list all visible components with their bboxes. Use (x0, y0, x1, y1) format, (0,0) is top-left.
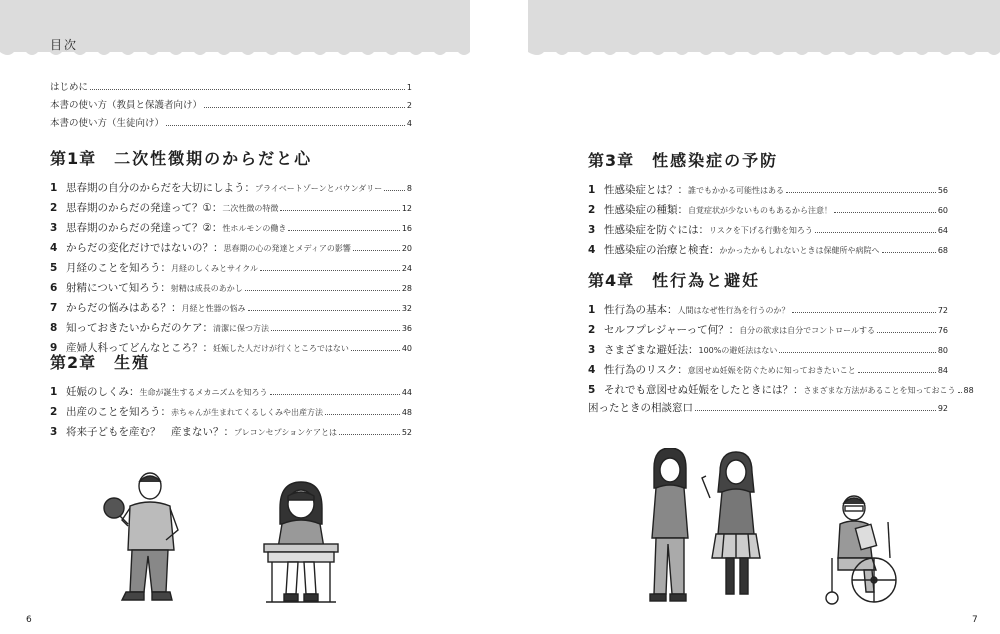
page-number: 92 (937, 404, 948, 413)
toc-item[interactable] (50, 300, 412, 320)
right-page (528, 0, 1000, 634)
toc-item[interactable] (50, 220, 412, 240)
toc-item[interactable] (50, 320, 412, 340)
toc-intro-row[interactable] (50, 97, 412, 115)
page-number-right: 7 (972, 615, 978, 625)
dot-leader (339, 434, 400, 435)
page-number: 44 (401, 388, 412, 397)
toc-item[interactable] (588, 342, 948, 362)
chapter-heading[interactable] (50, 350, 412, 376)
chapter-title: 二次性徴期のからだと心 (114, 149, 313, 168)
item-subtitle: 思春期の心の発達とメディアの影響 (223, 244, 351, 253)
item-title: 性感染症の治療と検査： (604, 244, 720, 256)
intro-list (50, 79, 412, 133)
dot-leader (353, 250, 400, 251)
gutter (470, 0, 528, 634)
item-subtitle: 誰でもかかる可能性はある (688, 186, 784, 195)
item-subtitle: プレコンセプションケアとは (234, 428, 338, 437)
dot-leader (877, 332, 936, 333)
item-subtitle: 人間はなぜ性行為を行うのか？ (677, 306, 790, 315)
item-number: 8 (50, 322, 58, 334)
item-number: 3 (50, 426, 58, 438)
toc-item[interactable] (588, 222, 948, 242)
wheelchair-student-illustration (818, 492, 898, 608)
item-title: セルフプレジャーって何？： (604, 324, 740, 336)
item-subtitle: 生命が誕生するメカニズムを知ろう (139, 388, 268, 397)
dot-leader (834, 212, 936, 213)
item-number: 9 (50, 342, 58, 354)
page-number: 1 (406, 83, 412, 92)
toc-item[interactable] (50, 240, 412, 260)
dot-leader (325, 414, 400, 415)
dot-leader (384, 190, 405, 191)
dot-leader (882, 252, 936, 253)
page-number: 40 (401, 344, 412, 353)
page-number: 80 (937, 346, 948, 355)
dot-leader (166, 125, 405, 126)
chapter-4 (588, 268, 974, 402)
toc-item-consult[interactable] (588, 400, 948, 420)
item-title: 思春期の自分のからだを大切にしよう： (66, 182, 255, 194)
toc-item[interactable] (50, 384, 412, 404)
item-title: 思春期のからだの発達って？①： (66, 202, 223, 214)
item-number: 4 (50, 242, 58, 254)
item-number: 6 (50, 282, 58, 294)
chapter-2 (50, 350, 412, 444)
page-number: 52 (401, 428, 412, 437)
toc-intro-row[interactable] (50, 115, 412, 133)
item-number: 2 (588, 324, 596, 336)
toc-item[interactable] (50, 260, 412, 280)
item-number: 3 (50, 222, 58, 234)
dot-leader (792, 312, 936, 313)
item-number: 1 (588, 304, 596, 316)
item-title: 将来子どもを産む？ 産まない？： (66, 426, 234, 438)
item-number: 2 (588, 204, 596, 216)
student-racket-illustration (100, 468, 190, 608)
toc-item[interactable] (50, 404, 412, 424)
chapter-title: 生殖 (114, 353, 151, 372)
chapter-heading[interactable] (588, 148, 948, 174)
item-subtitle: 自分の欲求は自分でコントロールする (739, 326, 876, 335)
item-title: さまざまな避妊法： (604, 344, 699, 356)
item-number: 2 (50, 202, 58, 214)
item-subtitle: 赤ちゃんが生まれてくるしくみや出産方法 (171, 408, 323, 417)
chapter-3 (588, 148, 948, 262)
item-number: 7 (50, 302, 58, 314)
chapter-heading[interactable] (50, 146, 412, 172)
chapter-heading[interactable] (588, 268, 948, 294)
item-title: 妊娠のしくみ： (66, 386, 140, 398)
item-subtitle: 月経と性器の悩み (181, 304, 246, 313)
toc-item[interactable] (588, 182, 948, 202)
dot-leader (270, 394, 400, 395)
item-title: 性感染症を防ぐには： (604, 224, 709, 236)
page-number: 84 (937, 366, 948, 375)
dot-leader (245, 290, 400, 291)
item-subtitle: リスクを下げる行動を知ろう (709, 226, 813, 235)
dot-leader (204, 107, 405, 108)
toc-item[interactable] (588, 322, 948, 342)
item-number: 1 (588, 184, 596, 196)
item-subtitle: 月経のしくみとサイクル (171, 264, 259, 273)
dot-leader (260, 270, 400, 271)
chapter-number: 第2章 (50, 353, 97, 372)
item-title: 性行為の基本： (604, 304, 678, 316)
item-subtitle: 二次性徴の特徴 (222, 204, 279, 213)
dot-leader (786, 192, 936, 193)
dot-leader (815, 232, 936, 233)
toc-entry-title: 本書の使い方（教員と保護者向け） (50, 100, 203, 111)
chapter-number: 第3章 (588, 151, 635, 170)
header-wave-edge (528, 46, 1000, 58)
item-subtitle: 清潔に保つ方法 (213, 324, 269, 333)
chapter-number: 第4章 (588, 271, 635, 290)
item-number: 2 (50, 406, 58, 418)
toc-item[interactable] (588, 382, 974, 402)
item-title: 出産のことを知ろう： (66, 406, 171, 418)
item-number: 3 (588, 344, 596, 356)
toc-entry-title: はじめに (50, 82, 89, 93)
item-subtitle: 意図せぬ妊娠を防ぐために知っておきたいこと (687, 366, 856, 375)
dot-leader (271, 330, 400, 331)
page-number: 64 (937, 226, 948, 235)
chapter-1 (50, 146, 412, 360)
page-number: 32 (401, 304, 412, 313)
item-number: 3 (588, 224, 596, 236)
item-title: からだの変化だけではないの？： (66, 242, 224, 254)
page-number: 88 (963, 386, 974, 395)
item-subtitle: かかったかもしれないときは保健所や病院へ (719, 246, 880, 255)
chapter-number: 第1章 (50, 149, 97, 168)
page-number: 56 (937, 186, 948, 195)
toc-item[interactable] (50, 180, 412, 200)
item-number: 4 (588, 244, 596, 256)
item-title: 知っておきたいからだのケア： (66, 322, 213, 334)
item-title: 月経のことを知ろう： (66, 262, 171, 274)
page-number: 4 (406, 119, 412, 128)
page-number: 20 (401, 244, 412, 253)
page-number: 60 (937, 206, 948, 215)
toc-item[interactable] (50, 280, 412, 300)
item-title: 困ったときの相談窓口 (588, 402, 693, 414)
header-band (528, 0, 1000, 52)
toc-item[interactable] (588, 242, 948, 262)
item-subtitle: 性ホルモンの働き (222, 224, 287, 233)
item-title: 性感染症の種類： (604, 204, 688, 216)
page-number: 48 (401, 408, 412, 417)
item-subtitle: 妊娠した人だけが行くところではない (213, 344, 349, 353)
dot-leader (280, 210, 399, 211)
page-number: 76 (937, 326, 948, 335)
consult-section (588, 400, 948, 420)
toc-item[interactable] (50, 200, 412, 220)
page-number: 2 (406, 101, 412, 110)
left-page (0, 0, 470, 634)
item-number: 1 (50, 386, 58, 398)
item-title: からだの悩みはある？： (66, 302, 182, 314)
page-title: 目次 (50, 38, 79, 52)
item-title: 射精について知ろう： (66, 282, 171, 294)
dot-leader (248, 310, 400, 311)
page-number: 28 (401, 284, 412, 293)
dot-leader (695, 410, 936, 411)
students-talking-illustration (640, 448, 770, 608)
item-subtitle: 100%の避妊法はない (698, 346, 778, 355)
chapter-title: 性感染症の予防 (652, 151, 779, 170)
dot-leader (288, 230, 399, 231)
item-subtitle: プライベートゾーンとバウンダリー (255, 184, 383, 193)
page-number: 36 (401, 324, 412, 333)
page-number: 16 (401, 224, 412, 233)
dot-leader (779, 352, 935, 353)
page-number: 68 (937, 246, 948, 255)
item-number: 4 (588, 364, 596, 376)
toc-entry-title: 本書の使い方（生徒向け） (50, 118, 165, 129)
page-number: 24 (401, 264, 412, 273)
item-number: 5 (588, 384, 596, 396)
dot-leader (858, 372, 936, 373)
item-title: 産婦人科ってどんなところ？： (66, 342, 213, 354)
toc-intro-row[interactable] (50, 79, 412, 97)
dot-leader (90, 89, 405, 90)
toc-item[interactable] (588, 202, 948, 222)
item-number: 5 (50, 262, 58, 274)
item-title: それでも意図せぬ妊娠をしたときには？： (604, 384, 804, 396)
toc-item[interactable] (50, 424, 412, 444)
page-number: 72 (937, 306, 948, 315)
student-desk-illustration (258, 478, 344, 608)
page-number: 12 (401, 204, 412, 213)
page-number-left: 6 (26, 615, 32, 625)
page-number: 8 (406, 184, 412, 193)
item-subtitle: さまざまな方法があることを知っておこう (803, 386, 956, 395)
dot-leader (958, 392, 962, 393)
item-number: 1 (50, 182, 58, 194)
item-subtitle: 自覚症状が少ないものもあるから注意！ (688, 206, 832, 215)
toc-item[interactable] (588, 302, 948, 322)
item-subtitle: 射精は成長のあかし (170, 284, 243, 293)
item-title: 性感染症とは？： (604, 184, 688, 196)
item-title: 思春期のからだの発達って？②： (66, 222, 223, 234)
item-title: 性行為のリスク： (604, 364, 688, 376)
toc-item[interactable] (588, 362, 948, 382)
chapter-title: 性行為と避妊 (652, 271, 761, 290)
